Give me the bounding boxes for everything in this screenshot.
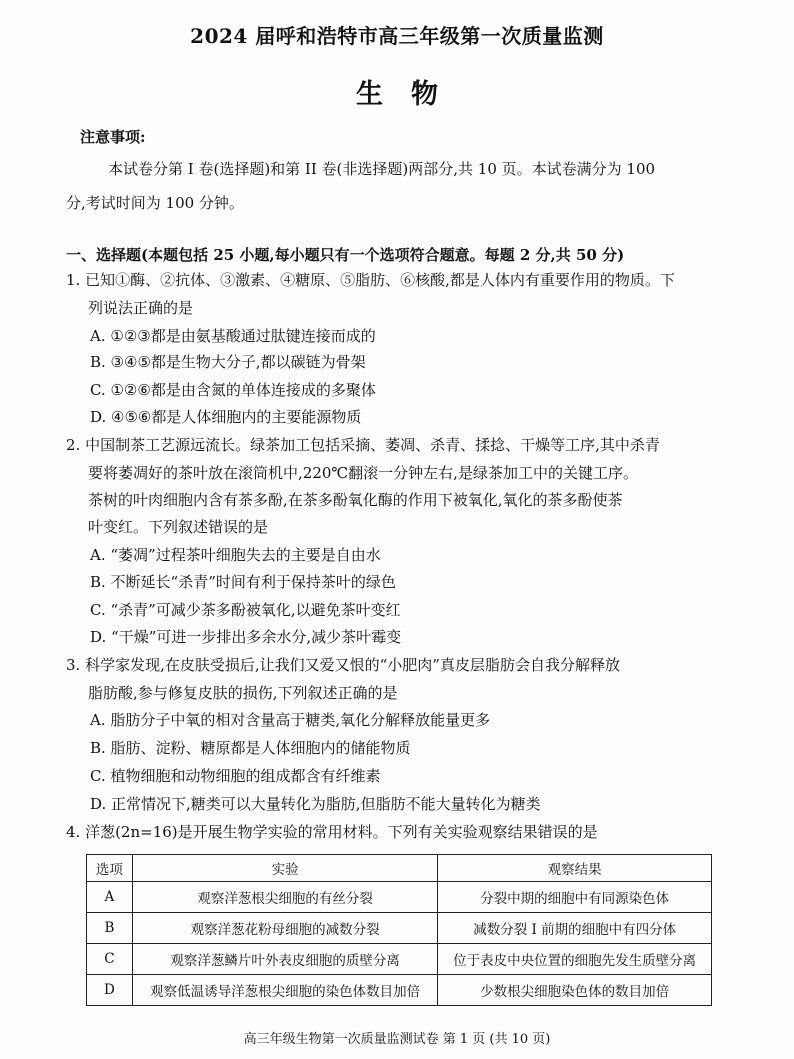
q3-option-c: C. 植物细胞和动物细胞的组成都含有纤维素 xyxy=(90,767,381,785)
table-cell-result: 减数分裂 I 前期的细胞中有四分体 xyxy=(438,913,712,944)
exam-title: 2024 届呼和浩特市高三年级第一次质量监测 xyxy=(190,24,604,48)
q1-option-d: D. ④⑤⑥都是人体细胞内的主要能源物质 xyxy=(90,408,362,426)
table-row xyxy=(87,944,712,975)
table-cell-experiment: 观察洋葱鳞片叶外表皮细胞的质壁分离 xyxy=(132,944,438,975)
q1-option-a: A. ①②③都是由氨基酸通过肽键连接而成的 xyxy=(90,327,376,345)
table-cell-result: 位于表皮中央位置的细胞先发生质壁分离 xyxy=(438,944,712,975)
table-row xyxy=(87,913,712,944)
notice-line-2: 分,考试时间为 100 分钟。 xyxy=(66,194,244,212)
page-footer: 高三年级生物第一次质量监测试卷 第 1 页 (共 10 页) xyxy=(243,1032,551,1047)
table-cell-experiment: 观察洋葱根尖细胞的有丝分裂 xyxy=(132,882,438,913)
table-cell-option: A xyxy=(87,882,133,913)
notice-line-1: 本试卷分第 I 卷(选择题)和第 II 卷(非选择题)两部分,共 10 页。本试卷满分为 100 xyxy=(108,160,656,178)
q2-stem-line-2: 要将萎凋好的茶叶放在滚筒机中,220℃翻滚一分钟左右,是绿茶加工中的关键工序。 xyxy=(88,464,638,482)
table-header-result: 观察结果 xyxy=(438,855,712,882)
q2-stem-line-4: 叶变红。下列叙述错误的是 xyxy=(88,518,269,536)
table-row xyxy=(87,882,712,913)
q2-option-d: D. “干燥”可进一步排出多余水分,减少茶叶霉变 xyxy=(90,628,402,646)
table-header-option: 选项 xyxy=(87,855,133,882)
q2-stem-line-3: 茶树的叶肉细胞内含有茶多酚,在茶多酚氧化酶的作用下被氧化,氧化的茶多酚使茶 xyxy=(88,491,623,509)
table-cell-experiment: 观察洋葱花粉母细胞的减数分裂 xyxy=(132,913,438,944)
q1-stem-line-1: 1. 已知①酶、②抗体、③激素、④糖原、⑤脂肪、⑥核酸,都是人体内有重要作用的物质。下 xyxy=(66,271,675,289)
subject-title: 生物 xyxy=(356,79,466,110)
q1-option-c: C. ①②⑥都是由含氮的单体连接成的多聚体 xyxy=(90,381,376,399)
table-cell-result: 分裂中期的细胞中有同源染色体 xyxy=(438,882,712,913)
q3-option-b: B. 脂肪、淀粉、糖原都是人体细胞内的储能物质 xyxy=(90,739,411,757)
q4-stem: 4. 洋葱(2n=16)是开展生物学实验的常用材料。下列有关实验观察结果错误的是 xyxy=(66,823,598,841)
table-cell-option: C xyxy=(87,944,133,975)
q3-option-a: A. 脂肪分子中氧的相对含量高于糖类,氧化分解释放能量更多 xyxy=(90,711,491,729)
q3-stem-line-1: 3. 科学家发现,在皮肤受损后,让我们又爱又恨的“小肥肉”真皮层脂肪会自我分解释放 xyxy=(66,656,620,674)
table-cell-option: D xyxy=(87,975,133,1006)
q2-option-c: C. “杀青”可减少茶多酚被氧化,以避免茶叶变红 xyxy=(90,601,401,619)
q3-stem-line-2: 脂肪酸,参与修复皮肤的损伤,下列叙述正确的是 xyxy=(88,684,398,702)
q1-option-b: B. ③④⑤都是生物大分子,都以碳链为骨架 xyxy=(90,353,366,371)
observation-table xyxy=(86,854,712,1006)
notice-heading: 注意事项: xyxy=(80,128,146,146)
table-cell-option: B xyxy=(87,913,133,944)
q2-option-b: B. 不断延长“杀青”时间有利于保持茶叶的绿色 xyxy=(90,573,396,591)
q2-stem-line-1: 2. 中国制茶工艺源远流长。绿茶加工包括采摘、萎凋、杀青、揉捻、干燥等工序,其中杀青 xyxy=(66,436,660,454)
table-cell-experiment: 观察低温诱导洋葱根尖细胞的染色体数目加倍 xyxy=(132,975,438,1006)
table-header-row xyxy=(87,855,712,882)
q1-stem-line-2: 列说法正确的是 xyxy=(88,299,194,317)
table-header-experiment: 实验 xyxy=(132,855,438,882)
table-cell-result: 少数根尖细胞染色体的数目加倍 xyxy=(438,975,712,1006)
section-heading: 一、选择题(本题包括 25 小题,每小题只有一个选项符合题意。每题 2 分,共 50 分) xyxy=(66,246,625,264)
q2-option-a: A. “萎凋”过程茶叶细胞失去的主要是自由水 xyxy=(90,546,381,564)
table-row xyxy=(87,975,712,1006)
q3-option-d: D. 正常情况下,糖类可以大量转化为脂肪,但脂肪不能大量转化为糖类 xyxy=(90,795,541,813)
